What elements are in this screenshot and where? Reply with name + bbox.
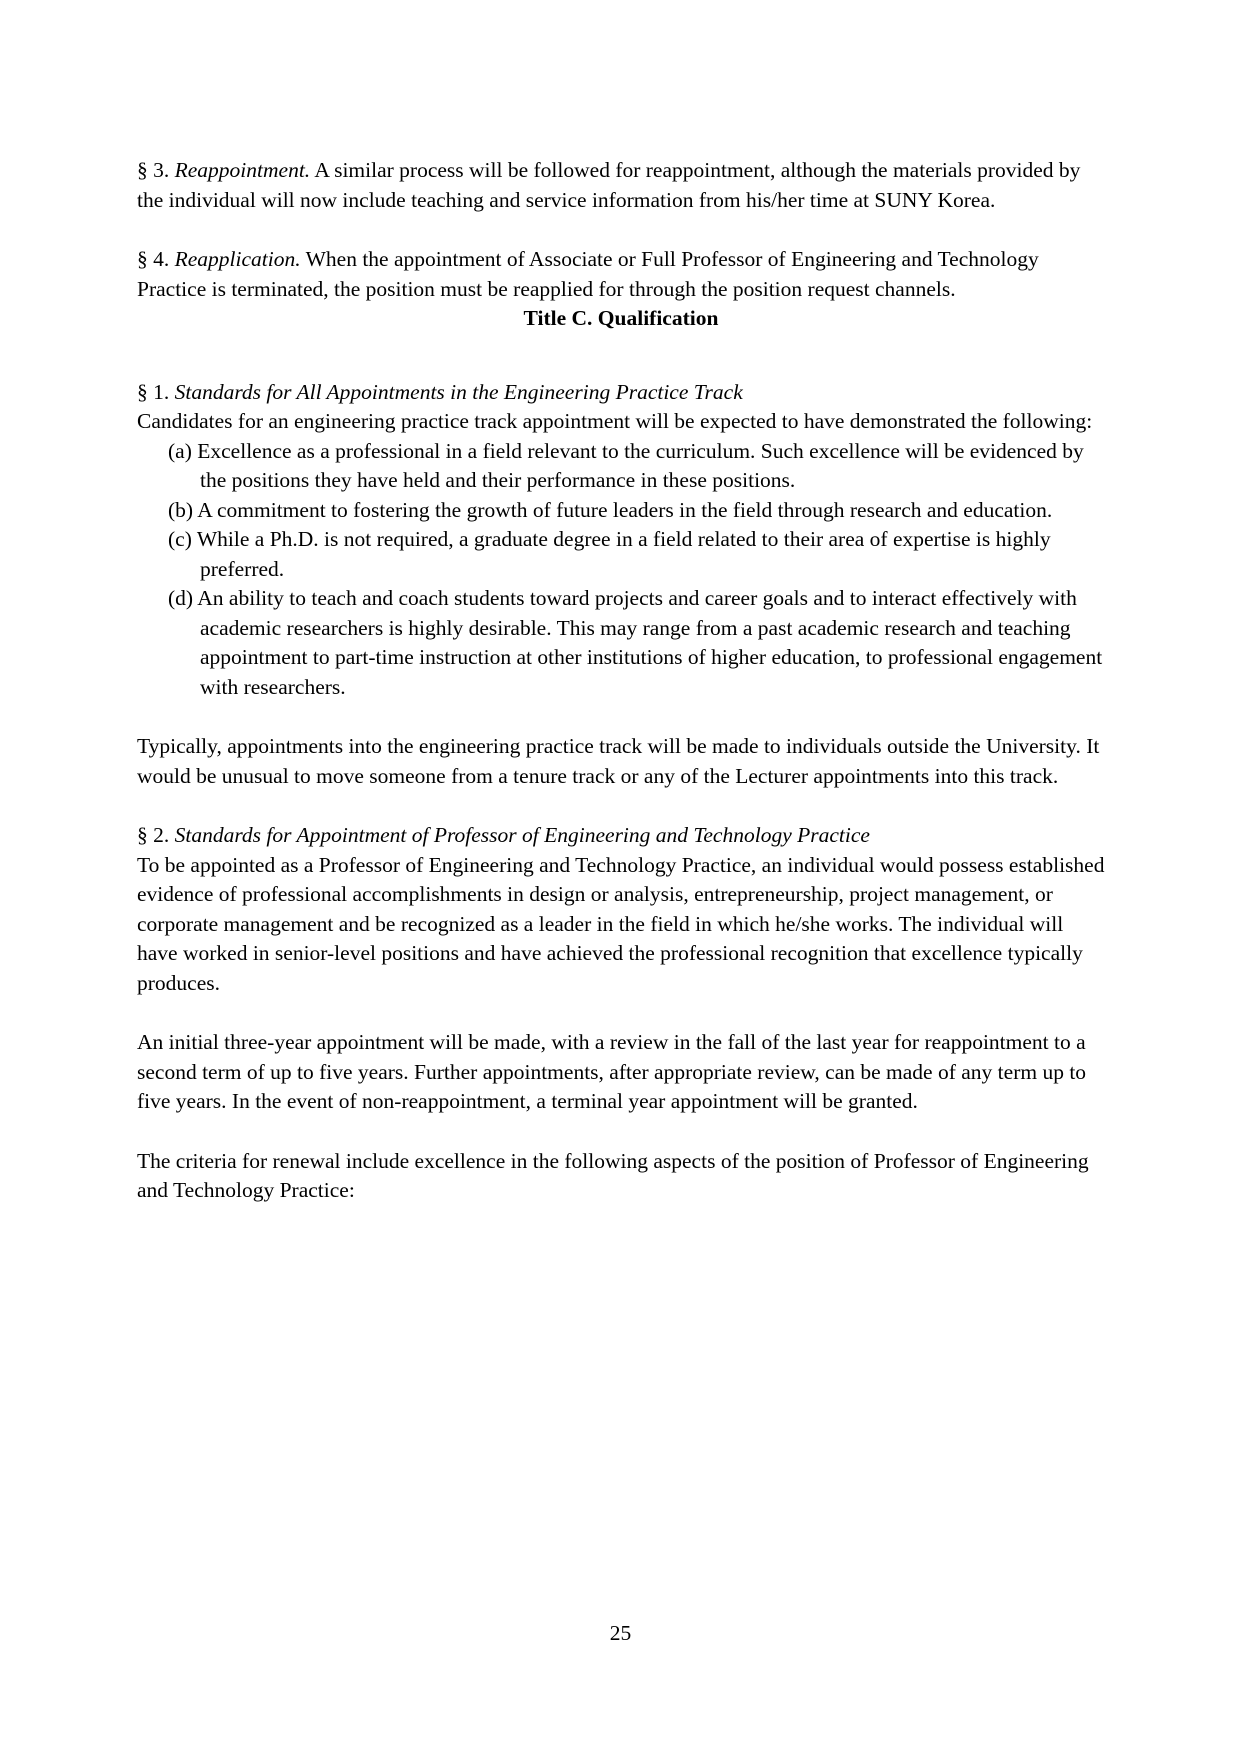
section-3-term: Reappointment.: [174, 158, 311, 182]
list-item-b-text: A commitment to fostering the growth of future leaders in the field through research and education.: [197, 497, 1053, 522]
list-item-c: [137, 525, 1105, 584]
list-item-b: [137, 496, 1105, 526]
section-2-paragraph-1: To be appointed as a Professor of Engineering and Technology Practice, an individual would possess established evidence of professional accomplishments in design or analysis, entrepreneurship, project management, or corporate management and be recognized as a leader in the field in which he/she works. The individual will have worked in senior-level positions and have achieved the professional recognition that excellence typically produces.: [137, 852, 1105, 995]
section-2-label: § 2.: [137, 823, 170, 847]
title-c-heading: Title C. Qualification: [523, 306, 719, 330]
section-2-heading-text: Standards for Appointment of Professor of Engineering and Technology Practice: [174, 823, 870, 847]
list-item-b-marker: (b): [168, 497, 194, 522]
section-2-paragraph-3: The criteria for renewal include excellence in the following aspects of the position of Professor of Engineering and Technology Practice:: [137, 1148, 1089, 1202]
section-1-closing: Typically, appointments into the engineering practice track will be made to individuals outside the University. It would be unusual to move someone from a tenure track or any of the Lecturer appointments into this track.: [137, 734, 1100, 788]
paragraph-section-4: [137, 245, 1105, 304]
list-item-c-text: While a Ph.D. is not required, a graduate degree in a field related to their area of expertise is highly preferred.: [196, 527, 1051, 581]
section-1-heading: [137, 378, 1105, 408]
list-item-a: [137, 437, 1105, 496]
section-4-text: When the appointment of Associate or Full Professor of Engineering and Technology Practice is terminated, the position must be reapplied for through the position request channels.: [137, 247, 1039, 301]
qualification-list: [137, 437, 1105, 703]
list-item-d-marker: (d): [168, 586, 194, 610]
section-1-intro: Candidates for an engineering practice track appointment will be expected to have demonstrated the following:: [137, 409, 1093, 433]
section-2-paragraph-2: An initial three-year appointment will be made, with a review in the fall of the last year for reappointment to a second term of up to five years. Further appointments, after appropriate review, can be made of any term up to five years. In the event of non-reappointment, a terminal year appointment will be granted.: [137, 1030, 1087, 1113]
section-1-heading-text: Standards for All Appointments in the Engineering Practice Track: [174, 379, 743, 404]
page-content: [137, 156, 1105, 1206]
section-2-heading: [137, 821, 1105, 851]
page-number: 25: [609, 1621, 632, 1645]
list-item-d-text: An ability to teach and coach students toward projects and career goals and to interact effectively with academic researchers is highly desirable. This may range from a past academic research and teaching appointment to part-time instruction at other institutions of higher education, to professional engagement with researchers.: [197, 586, 1103, 699]
section-4-label: § 4.: [137, 247, 170, 271]
list-item-a-marker: (a): [168, 438, 192, 463]
list-item-d: [137, 584, 1105, 702]
section-3-text: A similar process will be followed for reappointment, although the materials provided by the individual will now include teaching and service information from his/her time at SUNY Korea.: [137, 158, 1081, 212]
list-item-c-marker: (c): [168, 527, 192, 551]
section-1-label: § 1.: [137, 379, 170, 404]
section-3-label: § 3.: [137, 158, 170, 182]
paragraph-section-3: [137, 156, 1105, 215]
list-item-a-text: Excellence as a professional in a field relevant to the curriculum. Such excellence will be evidenced by the positions they have held and their performance in these positions.: [197, 438, 1084, 492]
section-4-term: Reapplication.: [174, 247, 301, 271]
